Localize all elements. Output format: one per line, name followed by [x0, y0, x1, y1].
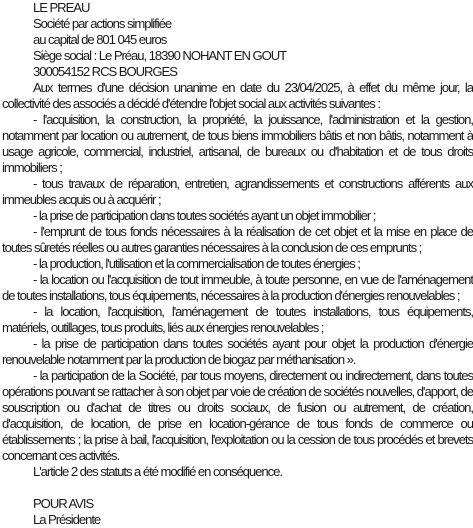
- blank-line: [2, 480, 473, 496]
- object-item: - la prise de participation dans toutes sociétés ayant un objet immobilier ;: [33, 208, 376, 223]
- object-item: - la location, l'acquisition, l'aménagement de toutes installations, tous équipements, matériels, outillages, tous produits, liés aux énergies renouvelables ;: [2, 304, 473, 335]
- object-item: - la location ou l'acquisition de tout immeuble, à toute personne, en vue de l'aménagement de toutes installations, tous équipements, nécessaires à la production d'énergies renouvelables ;: [2, 272, 473, 303]
- notice-body: [2, 80, 473, 480]
- amendment-statement: L'article 2 des statuts a été modifié en conséquence.: [33, 464, 282, 479]
- share-capital: au capital de 801 045 euros: [33, 32, 167, 47]
- object-item: - la prise de participation dans toutes sociétés ayant pour objet la production d'énergie renouvelable notamment par la production de biogaz par méthanisation ».: [2, 336, 473, 367]
- company-name: LE PREAU: [33, 0, 90, 15]
- signatory: La Présidente: [33, 512, 101, 527]
- object-item: - la production, l'utilisation et la commercialisation de toutes énergies ;: [33, 256, 360, 271]
- legal-form: Société par actions simplifiée: [33, 16, 172, 31]
- registration-number: 300054152 RCS BOURGES: [33, 64, 177, 79]
- pour-avis-label: POUR AVIS: [33, 496, 94, 511]
- object-item: - tous travaux de réparation, entretien, agrandissements et constructions afférents aux immeubles acquis ou à acquérir ;: [2, 176, 473, 207]
- closing-block: [2, 496, 473, 528]
- intro-paragraph: Aux termes d'une décision unanime en date du 23/04/2025, à effet du même jour, la collectivité des associés a décidé d'étendre l'objet social aux activités suivantes :: [2, 80, 473, 111]
- object-item: - l'emprunt de tous fonds nécessaires à la réalisation de cet objet et la mise en place de toutes sûretés réelles ou autres garanties nécessaires à la conclusion de ces emprunts ;: [2, 224, 473, 255]
- object-item: - l'acquisition, la construction, la propriété, la jouissance, l'administration et la gestion, notamment par location ou autrement, de tous biens immobiliers bâtis et non bâtis, notamment à usage agricole, commercial, industriel, artisanal, de bureaux ou d'habitation et de tous droits immobiliers ;: [2, 112, 473, 175]
- company-header: [2, 0, 473, 80]
- head-office: Siège social : Le Préau, 18390 NOHANT EN GOUT: [33, 48, 287, 63]
- object-item: - la participation de la Société, par tous moyens, directement ou indirectement, dans toutes opérations pouvant se rattacher à son objet par voie de création de sociétés nouvelles, d'apport, de souscription ou d'achat de titres ou droits sociaux, de fusion ou autrement, de création, d'acquisition, de location, de prise en location-gérance de tous fonds de commerce ou établissements ; la prise à bail, l'acquisition, l'exploitation ou la cession de tous procédés et brevets concernant ces activités.: [2, 368, 473, 463]
